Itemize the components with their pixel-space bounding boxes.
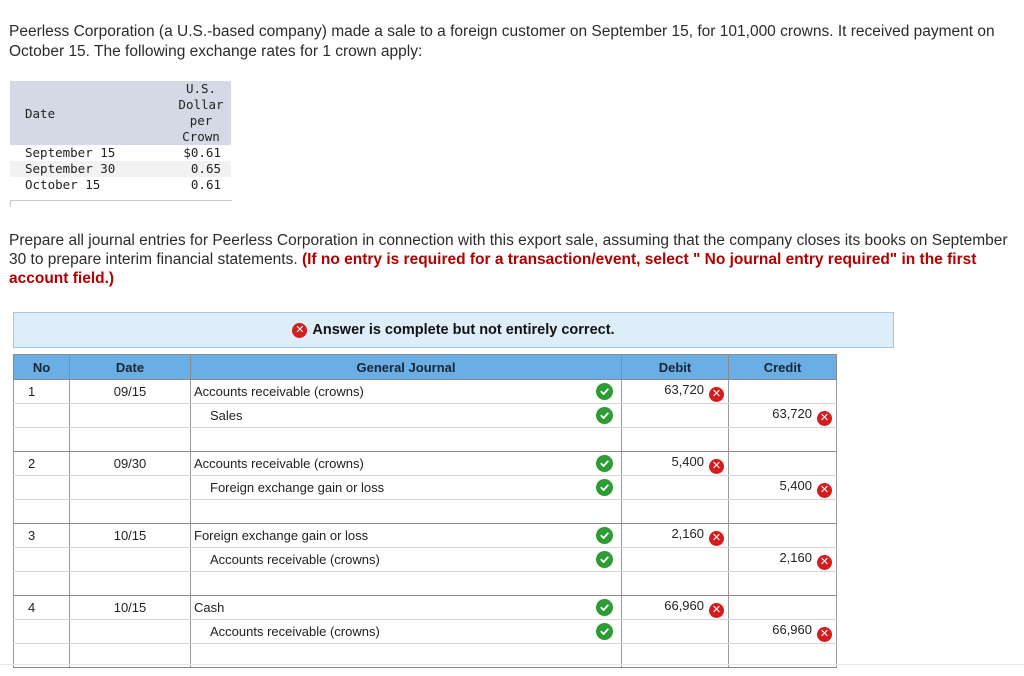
- check-circle-icon: [596, 479, 613, 496]
- journal-row: [14, 380, 837, 404]
- debit-value: 63,720: [664, 381, 704, 397]
- account-name: Accounts receivable (crowns): [194, 384, 364, 399]
- debit-field[interactable]: [622, 620, 729, 644]
- account-name: Accounts receivable (crowns): [210, 552, 380, 567]
- entry-number: [14, 476, 70, 500]
- check-circle-icon: [596, 599, 613, 616]
- rate-date: September 30: [10, 161, 171, 177]
- rate-row: [10, 177, 231, 193]
- instructions-text: Prepare all journal entries for Peerless Corporation in connection with this export sale, assuming that the company closes its books on September 30 to prepare interim financial statements.: [9, 232, 1008, 268]
- account-name: Cash: [194, 600, 225, 615]
- entry-date: [70, 548, 191, 572]
- x-circle-icon: ✕: [817, 555, 832, 570]
- credit-value: 66,960: [772, 621, 812, 637]
- col-header-date: Date: [70, 355, 191, 380]
- debit-field[interactable]: [622, 500, 729, 524]
- credit-field[interactable]: [729, 596, 837, 620]
- rate-value: $0.61: [183, 145, 221, 160]
- credit-field[interactable]: [729, 476, 837, 500]
- account-name: Foreign exchange gain or loss: [210, 480, 385, 495]
- account-name: Accounts receivable (crowns): [194, 456, 364, 471]
- credit-value: 2,160: [779, 549, 812, 565]
- journal-row: [14, 620, 837, 644]
- debit-field[interactable]: [622, 572, 729, 596]
- debit-field[interactable]: [622, 596, 729, 620]
- rate-date: September 15: [25, 145, 116, 160]
- problem-intro: Peerless Corporation (a U.S.-based company) made a sale to a foreign customer on September 15, for 101,000 crowns. It received payment on October 15. The following exchange rates for 1 crown apply:: [9, 23, 995, 60]
- credit-field[interactable]: [729, 452, 837, 476]
- x-circle-icon: ✕: [709, 531, 724, 546]
- credit-field[interactable]: [729, 572, 837, 596]
- account-name: Sales: [210, 408, 243, 423]
- col-header-account: General Journal: [191, 355, 622, 380]
- debit-field[interactable]: [622, 380, 729, 404]
- rate-row: [10, 161, 231, 177]
- x-circle-icon: ✕: [817, 411, 832, 426]
- account-field[interactable]: [191, 620, 622, 644]
- journal-row: [14, 404, 837, 428]
- rate-table-border: [10, 200, 232, 207]
- account-field[interactable]: [191, 596, 622, 620]
- check-circle-icon: [596, 407, 613, 424]
- check-circle-icon: [596, 527, 613, 544]
- entry-number: [14, 572, 70, 596]
- x-circle-icon: ✕: [709, 459, 724, 474]
- answer-status-banner: [13, 312, 894, 348]
- entry-date: [70, 500, 191, 524]
- account-field[interactable]: [191, 524, 622, 548]
- credit-field[interactable]: [729, 380, 837, 404]
- debit-value: 66,960: [664, 597, 704, 613]
- credit-field[interactable]: [729, 524, 837, 548]
- exchange-rate-table: [10, 81, 231, 193]
- entry-date: 09/30: [70, 452, 191, 476]
- journal-row: [14, 476, 837, 500]
- account-field[interactable]: [191, 572, 622, 596]
- debit-value: 5,400: [671, 453, 704, 469]
- x-circle-icon: ✕: [817, 483, 832, 498]
- x-circle-icon: ✕: [709, 387, 724, 402]
- entry-date: [70, 404, 191, 428]
- journal-row: [14, 596, 837, 620]
- journal-row: [14, 524, 837, 548]
- journal-row: [14, 548, 837, 572]
- debit-field[interactable]: [622, 428, 729, 452]
- entry-number: 3: [14, 524, 70, 548]
- credit-field[interactable]: [729, 500, 837, 524]
- rate-value: 0.61: [190, 177, 221, 192]
- answer-status-text: Answer is complete but not entirely correct.: [312, 322, 615, 338]
- account-name: Accounts receivable (crowns): [210, 624, 380, 639]
- credit-field[interactable]: [729, 404, 837, 428]
- rate-date: October 15: [25, 177, 101, 192]
- entry-date: 10/15: [70, 596, 191, 620]
- credit-field[interactable]: [729, 620, 837, 644]
- entry-number: 2: [14, 452, 70, 476]
- credit-value: 63,720: [772, 405, 812, 421]
- debit-field[interactable]: [622, 452, 729, 476]
- debit-value: 2,160: [671, 525, 704, 541]
- account-field[interactable]: [191, 476, 622, 500]
- x-circle-icon: ✕: [817, 627, 832, 642]
- entry-number: [14, 620, 70, 644]
- credit-value: 5,400: [779, 477, 812, 493]
- entry-number: [14, 428, 70, 452]
- credit-field[interactable]: [729, 428, 837, 452]
- page-divider: [0, 664, 1024, 665]
- entry-number: 4: [14, 596, 70, 620]
- entry-number: 1: [14, 380, 70, 404]
- debit-field[interactable]: [622, 548, 729, 572]
- journal-blank-row: [14, 572, 837, 596]
- x-circle-icon: ✕: [292, 323, 307, 338]
- account-field[interactable]: [191, 452, 622, 476]
- check-circle-icon: [596, 383, 613, 400]
- journal-table: [13, 354, 837, 668]
- entry-date: 09/15: [70, 380, 191, 404]
- check-circle-icon: [596, 455, 613, 472]
- entry-date: [70, 428, 191, 452]
- credit-field[interactable]: [729, 548, 837, 572]
- col-header-no: No: [14, 355, 70, 380]
- journal-row: [14, 452, 837, 476]
- debit-field[interactable]: [622, 404, 729, 428]
- rate-date-header: Date: [10, 81, 171, 145]
- instructions-emphasis: (If no entry is required for a transaction/event, select " No journal entry required" in the first account field.): [9, 251, 977, 287]
- instructions: [9, 231, 1014, 288]
- account-field[interactable]: [191, 548, 622, 572]
- x-circle-icon: ✕: [709, 603, 724, 618]
- check-circle-icon: [596, 551, 613, 568]
- entry-date: [70, 572, 191, 596]
- entry-number: [14, 548, 70, 572]
- check-circle-icon: [596, 623, 613, 640]
- col-header-debit: Debit: [622, 355, 729, 380]
- journal-blank-row: [14, 428, 837, 452]
- rate-value-header: U.S. Dollar per Crown: [171, 81, 231, 145]
- entry-number: [14, 404, 70, 428]
- debit-field[interactable]: [622, 476, 729, 500]
- account-field[interactable]: [191, 500, 622, 524]
- account-field[interactable]: [191, 380, 622, 404]
- rate-row: [10, 145, 231, 161]
- rate-value: 0.65: [171, 161, 231, 177]
- account-name: Foreign exchange gain or loss: [194, 528, 369, 543]
- entry-date: [70, 476, 191, 500]
- entry-number: [14, 500, 70, 524]
- entry-date: 10/15: [70, 524, 191, 548]
- entry-date: [70, 620, 191, 644]
- debit-field[interactable]: [622, 524, 729, 548]
- account-field[interactable]: [191, 404, 622, 428]
- journal-blank-row: [14, 500, 837, 524]
- account-field[interactable]: [191, 428, 622, 452]
- col-header-credit: Credit: [729, 355, 837, 380]
